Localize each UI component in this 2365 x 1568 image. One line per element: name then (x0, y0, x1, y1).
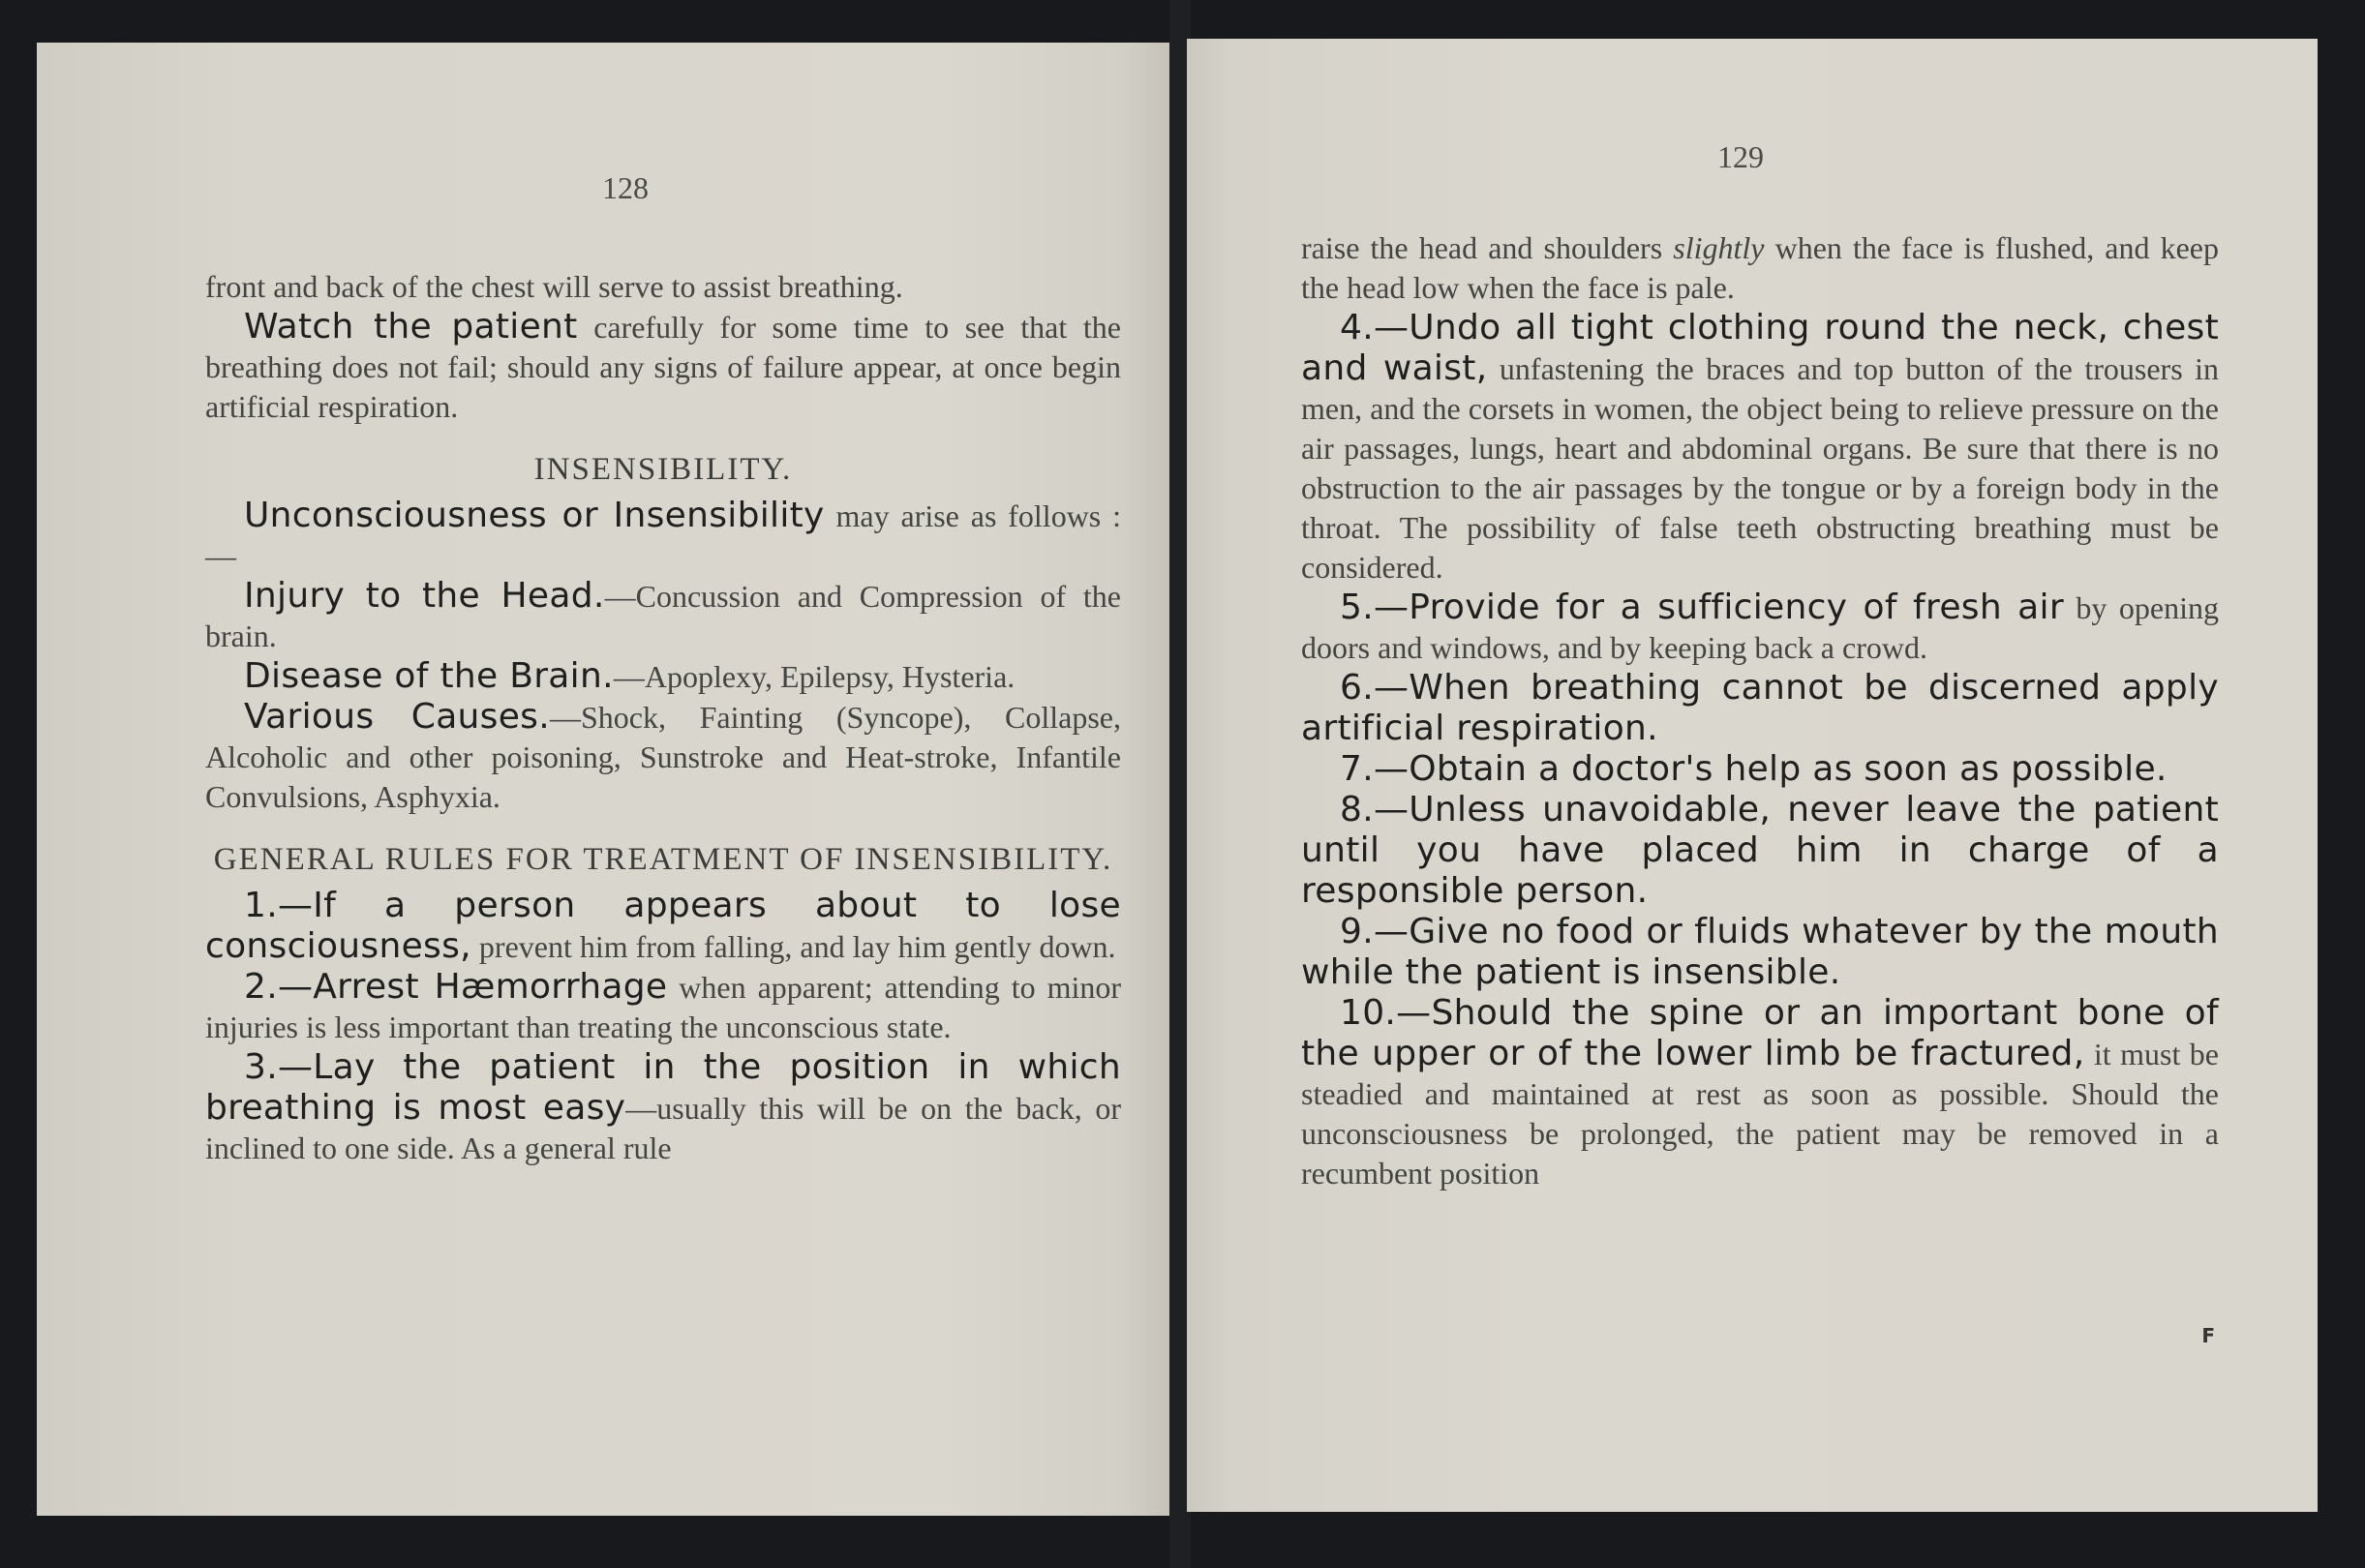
bold-lead: 5.—Provide for a sufficiency of fresh air (1340, 588, 2064, 627)
paragraph-text: —Concussion and Compression of the brain. (205, 579, 1121, 653)
left-page-body (205, 267, 1121, 1168)
rule-item (1301, 912, 2219, 993)
italic-word: slightly (1673, 230, 1765, 265)
bold-lead: 8.—Unless unavoidable, never leave the patient until you have placed him in charge of a responsible person. (1301, 790, 2219, 911)
paragraph-text: when the face is flushed, and keep the head low when the face is pale. (1301, 230, 2220, 305)
paragraph-text: prevent him from falling, and lay him gently down. (470, 929, 1116, 964)
paragraph (205, 656, 1121, 697)
rule-item (205, 1047, 1121, 1168)
right-page-body (1301, 228, 2219, 1193)
bold-lead: 2.—Arrest Hæmorrhage (244, 967, 668, 1007)
paragraph (205, 697, 1121, 817)
right-page (1187, 39, 2318, 1512)
paragraph-text: by opening doors and windows, and by keeping back a crowd. (1301, 590, 2219, 665)
signature-mark: F (2201, 1324, 2215, 1347)
bold-lead: Unconsciousness or Insensibility (244, 496, 825, 535)
rule-item (1301, 749, 2219, 790)
bold-lead: 7.—Obtain a doctor's help as soon as possible. (1340, 749, 2168, 789)
paragraph-text: unfastening the braces and top button of the trousers in men, and the corsets in women, the object being to relieve pressure on the air passages, lungs, heart and abdominal organs. Be sure that there is no obstruction to the air passages by the tongue or by a foreign body in the throat. The possibility of false teeth obstructing breathing must be considered. (1301, 351, 2219, 585)
section-heading: INSENSIBILITY. (533, 452, 793, 487)
paragraph (205, 496, 1121, 576)
page-number: 128 (602, 170, 649, 205)
bold-lead: 10.—Should the spine or an important bone of the upper or of the lower limb be fractured, (1301, 993, 2219, 1073)
paragraph-text: raise the head and shoulders (1301, 230, 1674, 265)
section-heading: GENERAL RULES FOR TREATMENT OF INSENSIBILITY. (213, 842, 1113, 877)
paragraph-text: —usually this will be on the back, or inclined to one side. As a general rule (205, 1091, 1121, 1165)
rule-item (205, 967, 1121, 1047)
paragraph-text: may arise as follows :— (205, 498, 1121, 573)
bold-lead: Watch the patient (244, 307, 578, 347)
rule-item (1301, 993, 2219, 1193)
left-page (37, 43, 1171, 1516)
bold-lead: 9.—Give no food or fluids whatever by the mouth while the patient is insensible. (1301, 912, 2219, 992)
rule-item (1301, 790, 2219, 912)
paragraph-text: —Shock, Fainting (Syncope), Collapse, Alcoholic and other poisoning, Sunstroke and Heat-stroke, Infantile Convulsions, Asphyxia. (205, 700, 1122, 814)
rule-item (1301, 308, 2219, 588)
bold-lead: 4.—Undo all tight clothing round the neck, chest and waist, (1301, 308, 2219, 388)
bold-lead: 3.—Lay the patient in the position in which breathing is most easy (205, 1047, 1121, 1128)
rule-item (1301, 668, 2219, 749)
paragraph-text: —Apoplexy, Epilepsy, Hysteria. (613, 659, 1016, 694)
paragraph (1301, 228, 2219, 308)
bold-lead: 6.—When breathing cannot be discerned apply artificial respiration. (1301, 668, 2219, 748)
paragraph-text: it must be steadied and maintained at rest as soon as possible. Should the unconsciousness be prolonged, the patient may be removed in a recumbent position (1301, 1037, 2219, 1191)
bold-lead: Disease of the Brain. (244, 656, 614, 696)
rule-item (1301, 588, 2219, 668)
paragraph (205, 576, 1121, 656)
rule-item (205, 886, 1121, 967)
paragraph (205, 267, 1121, 307)
paragraph-text: carefully for some time to see that the breathing does not fail; should any signs of failure appear, at once begin artificial respiration. (205, 310, 1122, 424)
page-number: 129 (1717, 139, 1764, 174)
paragraph-text: when apparent; attending to minor injuries is less important than treating the unconscious state. (205, 970, 1122, 1044)
bold-lead: Various Causes. (244, 697, 550, 737)
paragraph (205, 307, 1121, 427)
bold-lead: 1.—If a person appears about to lose consciousness, (205, 886, 1121, 966)
paragraph-text: front and back of the chest will serve to assist breathing. (205, 269, 903, 304)
bold-lead: Injury to the Head. (244, 576, 605, 616)
